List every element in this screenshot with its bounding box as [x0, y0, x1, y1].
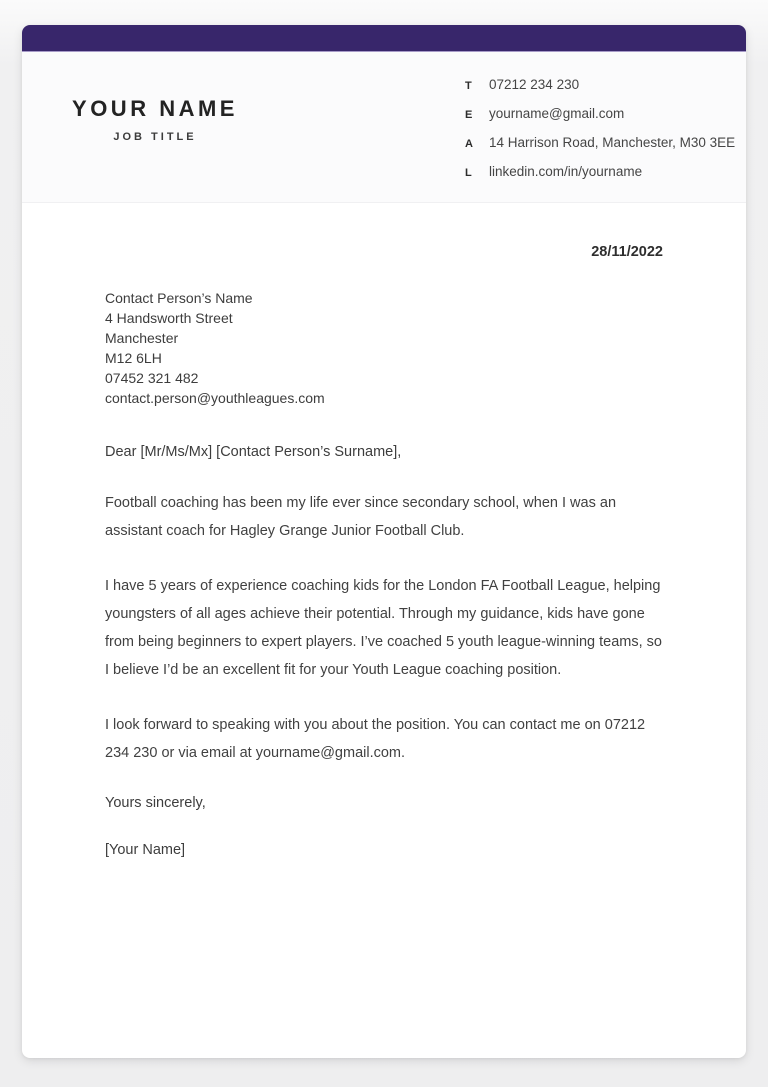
body-paragraph-3: I look forward to speaking with you about the position. You can contact me on 07212 234 230 or via email at yourname@gmail.com.	[105, 717, 646, 761]
email-label: E	[465, 109, 473, 121]
cover-letter-page	[22, 25, 746, 1058]
recipient-email: contact.person@youthleagues.com	[105, 390, 325, 406]
contact-row-address	[465, 135, 735, 151]
closing-line: Yours sincerely,	[105, 795, 206, 811]
letter-body	[22, 203, 746, 860]
contact-row-email	[465, 106, 735, 122]
identity-block	[65, 96, 245, 143]
body-paragraph-2: I have 5 years of experience coaching kids for the London FA Football League, helping youngsters of all ages achieve their potential. Through my guidance, kids have gone from being beginners to expert players. I’ve coached 5 youth league-winning teams, so I believe I’d be an excellent fit for your Youth League coaching position.	[105, 578, 662, 678]
salutation-line: Dear [Mr/Ms/Mx] [Contact Person’s Surname],	[105, 444, 402, 460]
recipient-address-block	[105, 288, 663, 408]
signature-placeholder: [Your Name]	[105, 842, 186, 858]
contact-row-linkedin	[465, 164, 735, 180]
linkedin-value: linkedin.com/in/yourname	[489, 164, 643, 179]
letter-header	[22, 52, 746, 203]
body-paragraph-1: Football coaching has been my life ever since secondary school, when I was an assistant coach for Hagley Grange Junior Football Club.	[105, 495, 617, 539]
recipient-postcode: M12 6LH	[105, 350, 162, 366]
address-value: 14 Harrison Road, Manchester, M30 3EE	[489, 135, 736, 150]
letter-date: 28/11/2022	[591, 244, 663, 260]
applicant-name: YOUR NAME	[72, 96, 238, 121]
phone-label: T	[465, 80, 472, 92]
linkedin-label: L	[465, 167, 472, 179]
contact-row-phone	[465, 77, 735, 93]
recipient-phone: 07452 321 482	[105, 370, 199, 386]
recipient-street: 4 Handsworth Street	[105, 310, 233, 326]
address-label: A	[465, 138, 473, 150]
recipient-name: Contact Person’s Name	[105, 290, 253, 306]
contact-details-list	[465, 77, 735, 180]
applicant-job-title: JOB TITLE	[113, 131, 197, 143]
accent-top-bar	[22, 25, 746, 52]
phone-value: 07212 234 230	[489, 77, 580, 92]
recipient-city: Manchester	[105, 330, 179, 346]
email-value: yourname@gmail.com	[489, 106, 625, 121]
